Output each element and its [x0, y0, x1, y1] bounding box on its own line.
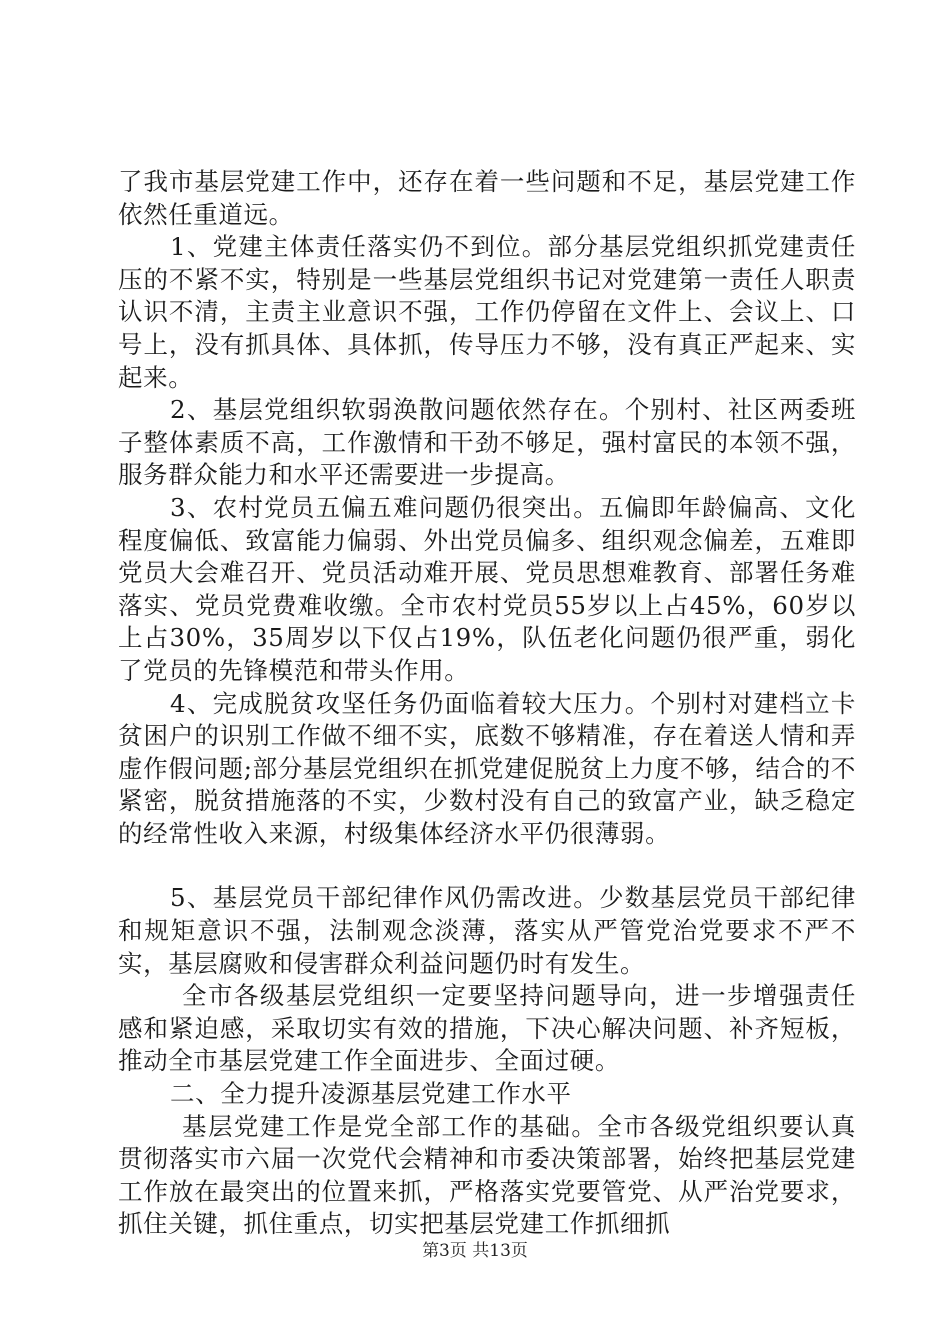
- section-heading: 二、全力提升凌源基层党建工作水平: [170, 1079, 572, 1109]
- paragraph-gap: [118, 850, 856, 882]
- paragraph-continuation: 了我市基层党建工作中，还存在着一些问题和不足，基层党建工作依然任重道远。: [118, 167, 856, 229]
- paragraph-summary: 全市各级基层党组织一定要坚持问题导向，进一步增强责任感和紧迫感，采取切实有效的措施，下决心解决问题、补齐短板，推动全市基层党建工作全面进步、全面过硬。: [118, 981, 856, 1076]
- document-body: [118, 166, 856, 1241]
- paragraph-item-5: 5、基层党员干部纪律作风仍需改进。少数基层党员干部纪律和规矩意识不强，法制观念淡薄，落实从严管党治党要求不严不实，基层腐败和侵害群众利益问题仍时有发生。: [118, 883, 856, 978]
- paragraph-item-3: 3、农村党员五偏五难问题仍很突出。五偏即年龄偏高、文化程度偏低、致富能力偏弱、外出党员偏多、组织观念偏差，五难即党员大会难召开、党员活动难开展、党员思想难教育、部署任务难落实、党员党费难收缴。全市农村党员55岁以上占45%，60岁以上占30%，35周岁以下仅占19%，队伍老化问题仍很严重，弱化了党员的先锋模范和带头作用。: [118, 492, 856, 685]
- paragraph-item-1: 1、党建主体责任落实仍不到位。部分基层党组织抓党建责任压的不紧不实，特别是一些基层党组织书记对党建第一责任人职责认识不清，主责主业意识不强，工作仍停留在文件上、会议上、口号上，没有抓具体、具体抓，传导压力不够，没有真正严起来、实起来。: [118, 232, 856, 392]
- paragraph-item-4: 4、完成脱贫攻坚任务仍面临着较大压力。个别村对建档立卡贫困户的识别工作做不细不实，底数不够精准，存在着送人情和弄虚作假问题;部分基层党组织在抓党建促脱贫上力度不够，结合的不紧密，脱贫措施落的不实，少数村没有自己的致富产业，缺乏稳定的经常性收入来源，村级集体经济水平仍很薄弱。: [118, 688, 856, 848]
- paragraph-section-intro: 基层党建工作是党全部工作的基础。全市各级党组织要认真贯彻落实市六届一次党代会精神和市委决策部署，始终把基层党建工作放在最突出的位置来抓，严格落实党要管党、从严治党要求，抓住关键，抓住重点，切实把基层党建工作抓细抓: [118, 1111, 856, 1239]
- page-number-footer: 第3页 共13页: [422, 1241, 528, 1261]
- paragraph-item-2: 2、基层党组织软弱涣散问题依然存在。个别村、社区两委班子整体素质不高，工作激情和干劲不够足，强村富民的本领不强，服务群众能力和水平还需要进一步提高。: [118, 395, 856, 490]
